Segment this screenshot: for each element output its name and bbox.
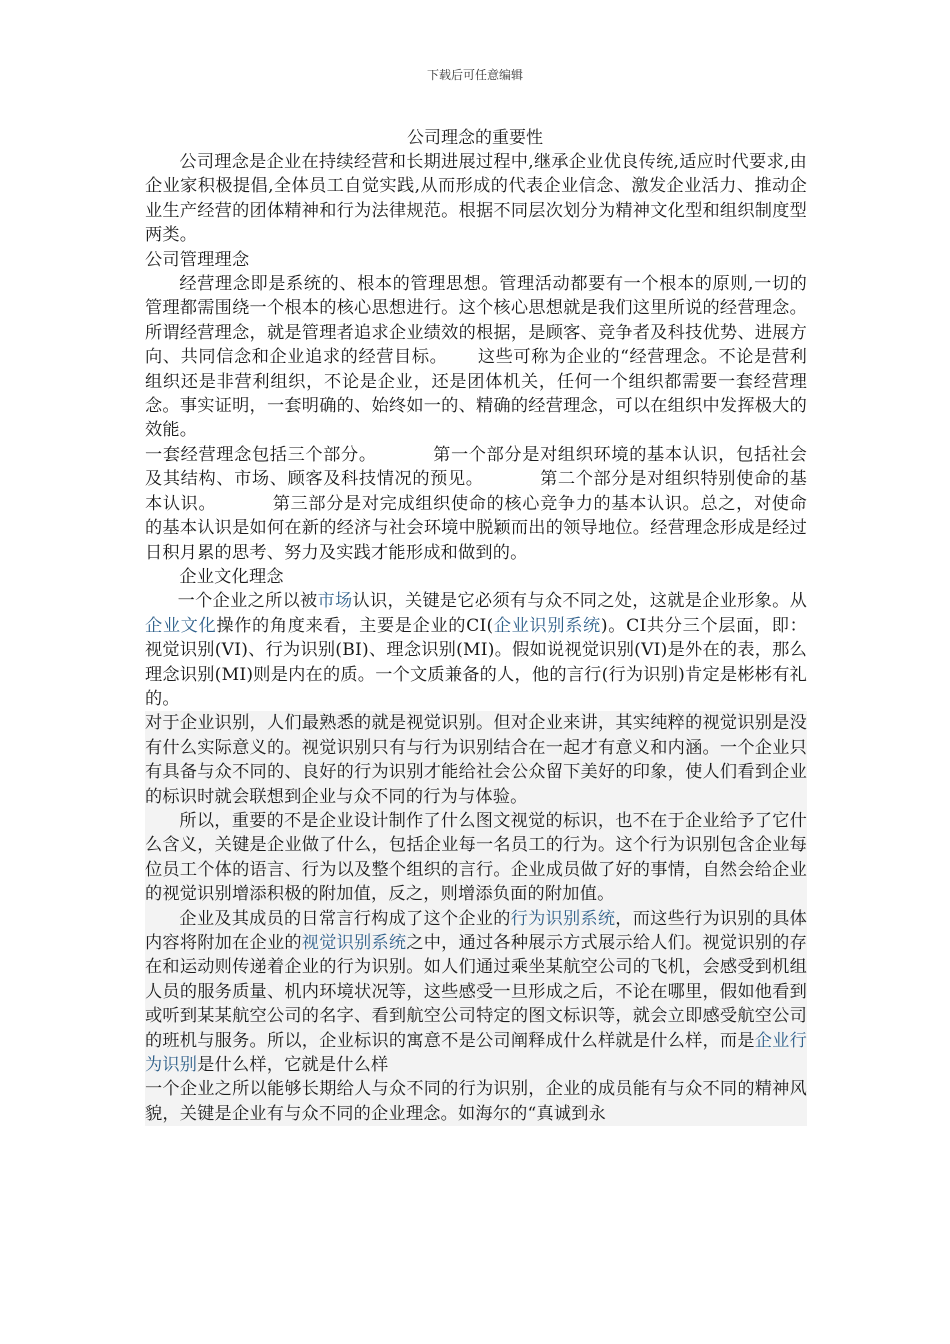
three-parts-text-2: 第一个部分是对组织环境的基本认识，包括社会及其结构、市场、顾客及科技情况的预见。 — [145, 444, 807, 490]
ci-text-3: 操作的角度来看，主要是企业的CI( — [216, 615, 494, 636]
document-title: 公司理念的重要性 — [407, 128, 543, 148]
link-visual-identity-system[interactable]: 视觉识别系统 — [301, 933, 407, 953]
paragraph-management — [145, 272, 807, 443]
section-heading-culture: 企业文化理念 — [179, 566, 284, 587]
behavior-text-1: 企业及其成员的日常言行构成了这个企业的 — [179, 908, 511, 929]
paragraph-enterprise-philosophy: 一个企业之所以能够长期给人与众不同的行为识别，企业的成员能有与众不同的精神风貌，关键是企业有与众不同的企业理念。如海尔的“真诚到永 — [145, 1077, 807, 1126]
paragraph-behavior-identity: 所以，重要的不是企业设计制作了什么图文视觉的标识，也不在于企业给予了它什么含义，关键是企业做了什么，包括企业每一名员工的行为。这个行为识别包含企业每位员工个体的语言、行为以及整个组织的言行。企业成员做了好的事情，自然会给企业的视觉识别增添积极的附加值，反之，则增添负面的附加值。 — [145, 809, 807, 907]
link-corporate-identity-system[interactable]: 企业识别系统 — [493, 615, 601, 636]
three-parts-text-1: 一套经营理念包括三个部分。 — [145, 444, 377, 465]
paragraph-visual-identity: 对于企业识别，人们最熟悉的就是视觉识别。但对企业来讲，其实纯粹的视觉识别是没有什么实际意义的。视觉识别只有与行为识别结合在一起才有意义和内涵。一个企业只有具备与众不同的、良好的行为识别才能给社会公众留下美好的印象，使人们看到企业的标识时就会联想到企业与众不同的行为与体验。 — [145, 711, 807, 809]
three-parts-text-3: 第二个部分是对组织特别使命的基本认识。 — [145, 469, 807, 514]
ci-text-2: 认识，关键是它必须有与众不同之处，这就是企业形象。从 — [352, 591, 807, 612]
behavior-text-2: ，而这些行为识别的具体内容将附加在企业的 — [145, 908, 807, 953]
behavior-text-4: 是什么样，它就是什么样 — [197, 1055, 389, 1076]
section-heading-management: 公司管理理念 — [145, 249, 250, 270]
link-behavior-identity-system[interactable]: 行为识别系统 — [510, 908, 616, 929]
management-text-1: 经营理念即是系统的、根本的管理思想。管理活动都要有一个根本的原则,一切的管理都需围绕一个根本的核心思想进行。这个核心思想就是我们这里所说的经营理念。所谓经营理念，就是管理者追求企业绩效的根据，是顾客、竞争者及科技优势、进展方向、共同信念和企业追求的经营目标。 — [145, 274, 807, 368]
management-text-2: 这些可称为企业的“经营理念。不论是营利组织还是非营利组织，不论是企业，还是团体机关，任何一个组织都需要一套经营理念。事实证明，一套明确的、始终如一的、精确的经营理念，可以在组织中发挥极大的效能。 — [145, 347, 808, 441]
behavior-text-3: 之中，通过各种展示方式展示给人们。视觉识别的存在和运动则传递着企业的行为识别。如人们通过乘坐某航空公司的飞机，会感受到机组人员的服务质量、机内环境状况等，这些感受一旦形成之后，不论在哪里，假如他看到或听到某某航空公司的名字、看到航空公司特定的图文标识等，就会立即感受航空公司的班机与服务。所以，企业标识的寓意不是公司阐释成什么样就是什么样，而是 — [145, 933, 807, 1051]
document-body — [145, 150, 807, 1126]
paragraph-behavior-system — [145, 907, 807, 1078]
three-parts-text-4: 第三部分是对完成组织使命的核心竞争力的基本认识。总之，对使命的基本认识是如何在新的经济与社会环境中脱颖而出的领导地位。经营理念形成是经过日积月累的思考、努力及实践才能形成和做到的。 — [145, 493, 807, 563]
ci-text-4: )。CI共分三个层面，即：视觉识别(VI)、行为识别(BI)、理念识别(MI)。假如说视觉识别(VI)是外在的表，那么理念识别(MI)则是内在的质。一个文质兼备的人，他的言行(行为识别)肯定是彬彬有礼的。 — [145, 615, 807, 709]
paragraph-intro: 公司理念是企业在持续经营和长期进展过程中,继承企业优良传统,适应时代要求,由企业家积极提倡,全体员工自觉实践,从而形成的代表企业信念、激发企业活力、推动企业生产经营的团体精神和行为法律规范。根据不同层次划分为精神文化型和组织制度型两类。 — [145, 152, 807, 246]
link-corporate-culture[interactable]: 企业文化 — [145, 615, 217, 636]
page-header: 下载后可任意编辑 — [426, 68, 523, 82]
paragraph-culture-ci — [145, 589, 807, 711]
ci-text-1: 一个企业之所以被 — [177, 591, 318, 612]
paragraph-three-parts — [145, 443, 807, 565]
link-market[interactable]: 市场 — [317, 591, 353, 612]
link-corporate-behavior-identity[interactable]: 企业行为识别 — [145, 1030, 807, 1076]
